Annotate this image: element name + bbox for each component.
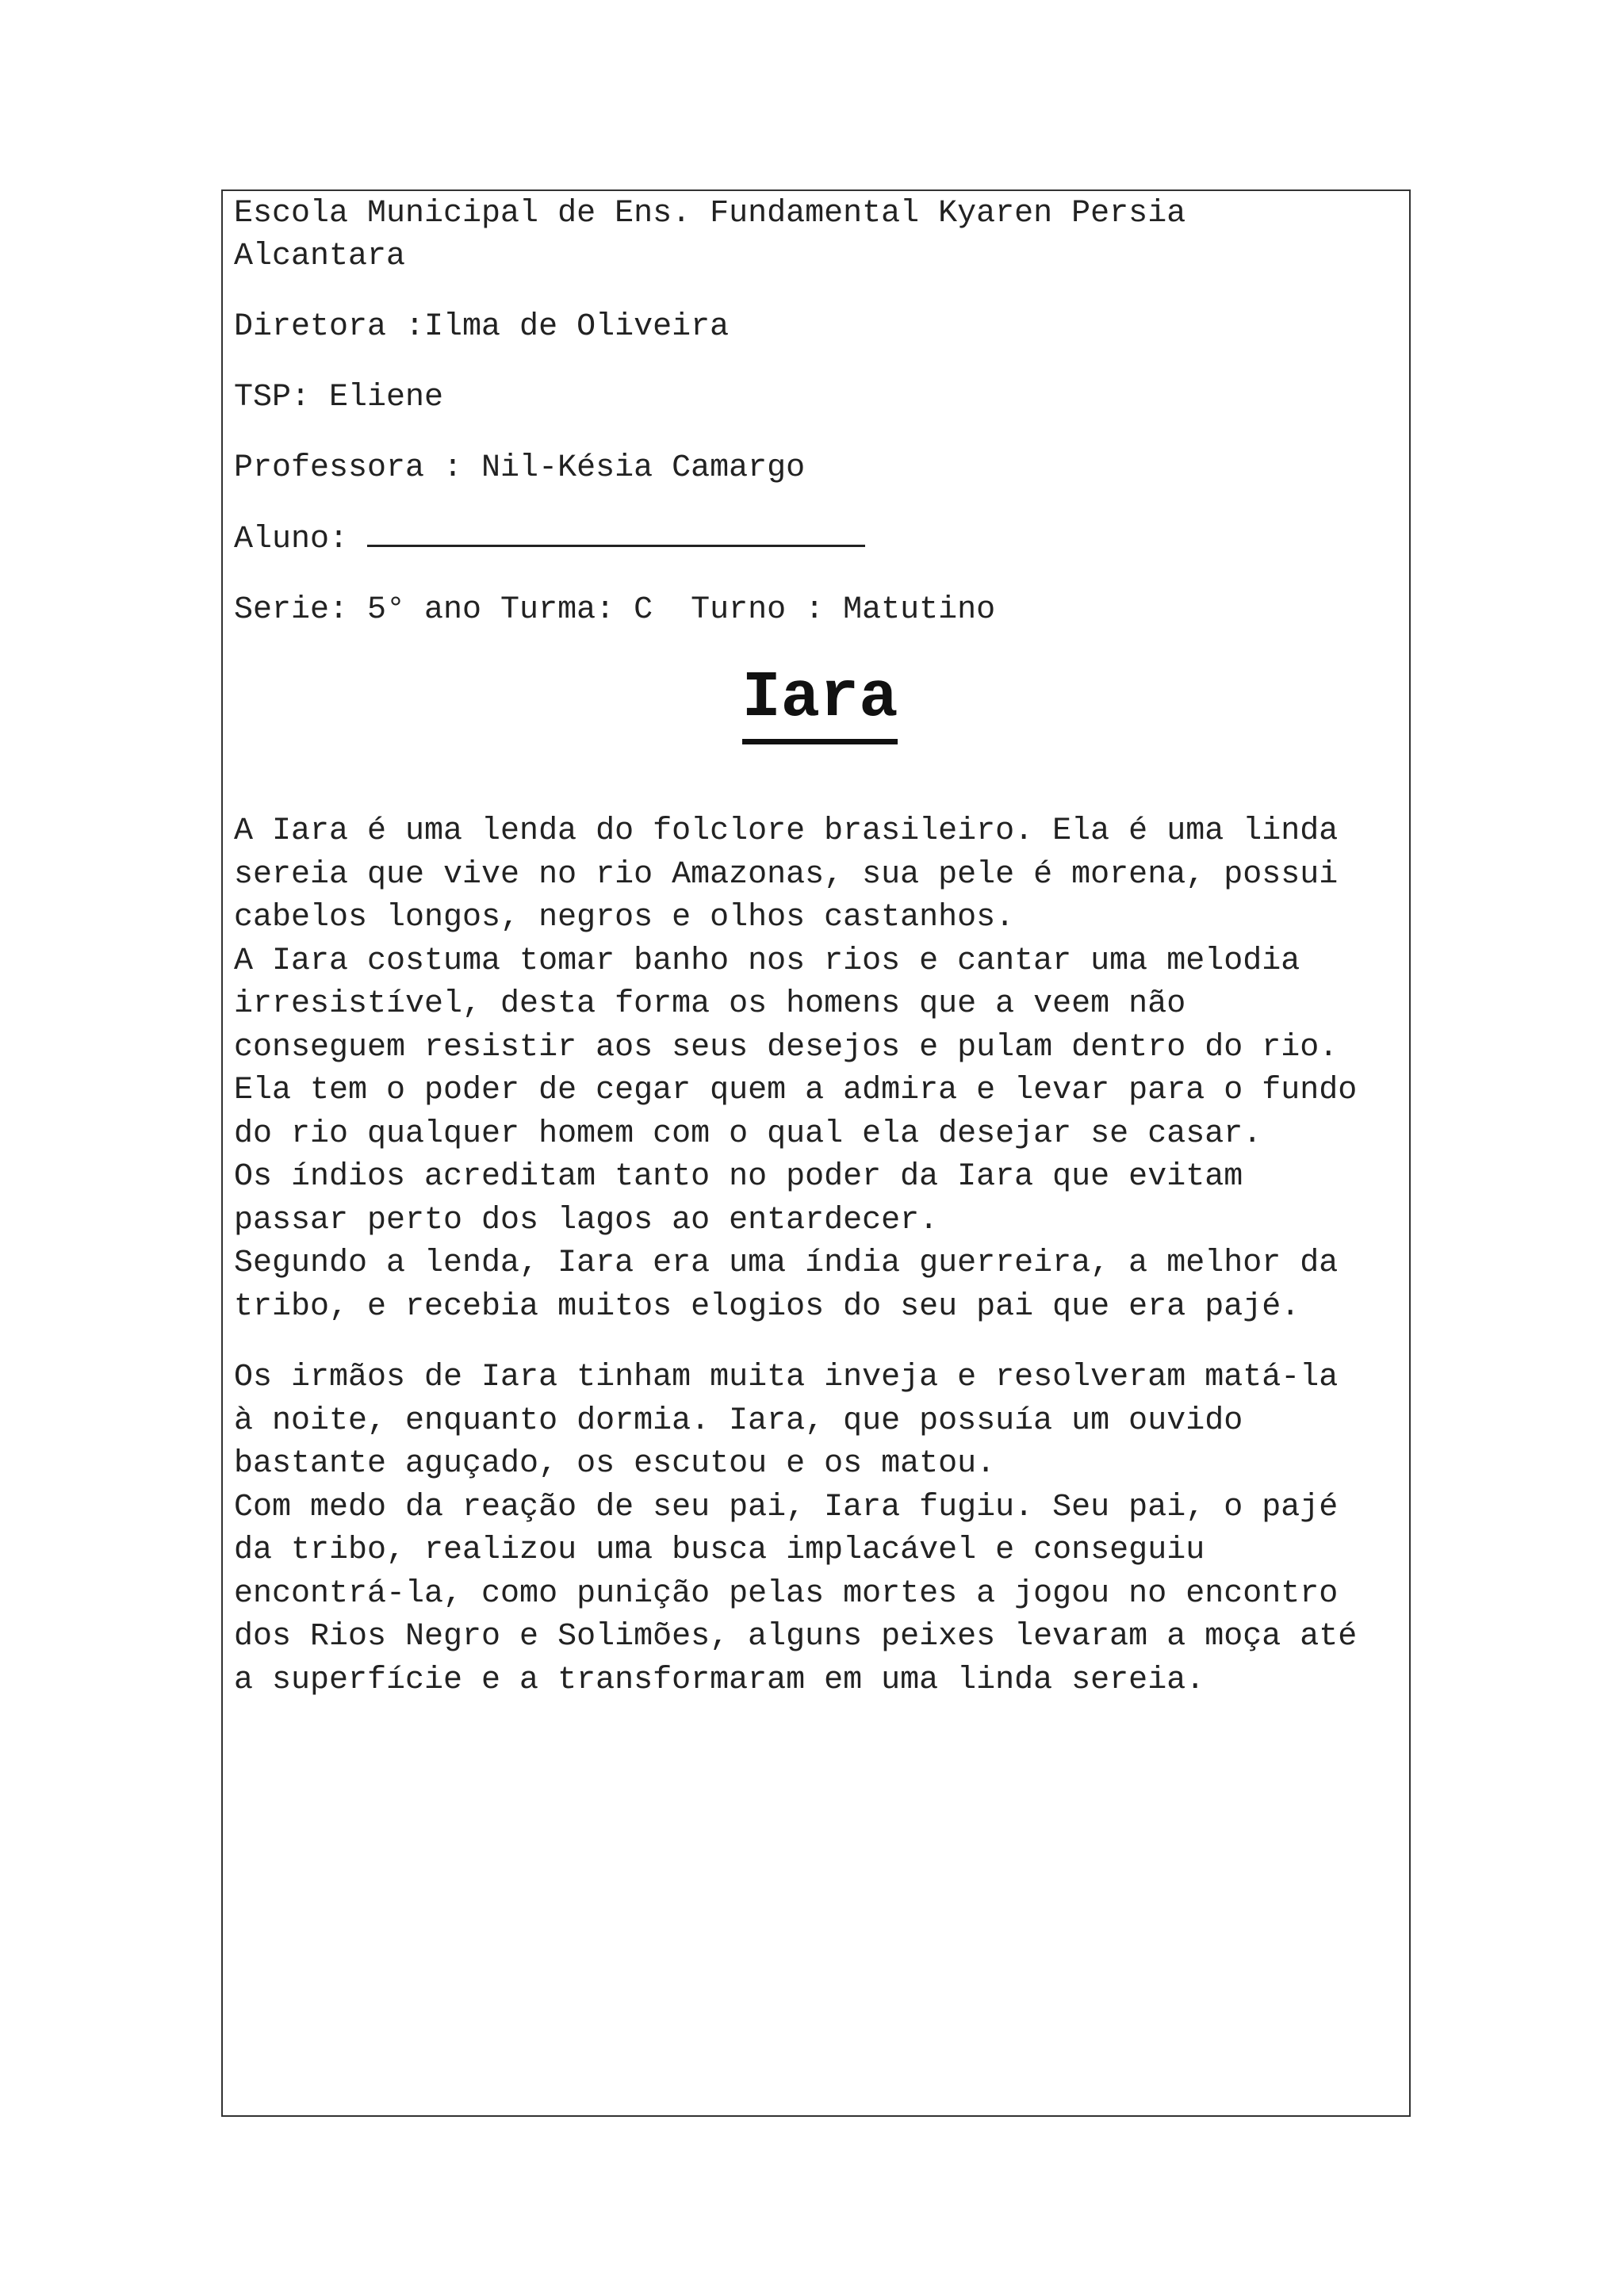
class-info-line: Serie: 5° ano Turma: C Turno : Matutino [234, 592, 996, 628]
school-name-line1: Escola Municipal de Ens. Fundamental Kyaren Persia [234, 196, 1186, 232]
student-name-blank[interactable] [367, 518, 865, 547]
story-line: irresistível, desta forma os homens que a veem não [234, 986, 1186, 1022]
story-line: à noite, enquanto dormia. Iara, que possuía um ouvido [234, 1402, 1243, 1439]
school-name-line2: Alcantara [234, 239, 406, 274]
story-line: A Iara é uma lenda do folclore brasileiro. Ela é uma linda [234, 813, 1339, 849]
story-line: Segundo a lenda, Iara era uma índia guerreira, a melhor da [234, 1246, 1339, 1281]
story-title-text: Iara [742, 663, 898, 744]
story-line: encontrá-la, como punição pelas mortes a jogou no encontro [234, 1575, 1339, 1612]
student-line [234, 518, 1392, 561]
story-line: do rio qualquer homem com o qual ela desejar se casar. [234, 1115, 1262, 1152]
story-line: conseguem resistir aos seus desejos e pulam dentro do rio. [234, 1029, 1339, 1066]
story-line: a superfície e a transformaram em uma linda sereia. [234, 1662, 1205, 1698]
story-line: A Iara costuma tomar banho nos rios e cantar uma melodia [234, 943, 1300, 979]
story-line: Com medo da reação de seu pai, Iara fugiu. Seu pai, o pajé [234, 1489, 1339, 1525]
story-line: tribo, e recebia muitos elogios do seu pai que era pajé. [234, 1288, 1300, 1325]
story-line: Os índios acreditam tanto no poder da Iara que evitam [234, 1159, 1243, 1195]
story-line: bastante aguçado, os escutou e os matou. [234, 1446, 996, 1482]
tsp-line: TSP: Eliene [234, 380, 444, 415]
teacher-line: Professora : Nil-Késia Camargo [234, 450, 806, 486]
story-line: dos Rios Negro e Solimões, alguns peixes levaram a moça até [234, 1619, 1358, 1655]
story-title [0, 663, 1624, 744]
school-header [234, 193, 1392, 632]
director-line: Diretora :Ilma de Oliveira [234, 309, 730, 345]
story-line: cabelos longos, negros e olhos castanhos. [234, 900, 1015, 936]
story-line: da tribo, realizou uma busca implacável e conseguiu [234, 1533, 1205, 1568]
story-line: passar perto dos lagos ao entardecer. [234, 1202, 939, 1238]
story-line: sereia que vive no rio Amazonas, sua pele é morena, possui [234, 856, 1339, 893]
story-line: Os irmãos de Iara tinham muita inveja e resolveram matá-la [234, 1360, 1339, 1395]
story-line: Ela tem o poder de cegar quem a admira e levar para o fundo [234, 1073, 1358, 1108]
story-paragraph-1 [234, 810, 1408, 1329]
story-paragraph-2 [234, 1357, 1408, 1702]
student-label: Aluno: [234, 522, 368, 557]
story-body [234, 810, 1408, 1702]
